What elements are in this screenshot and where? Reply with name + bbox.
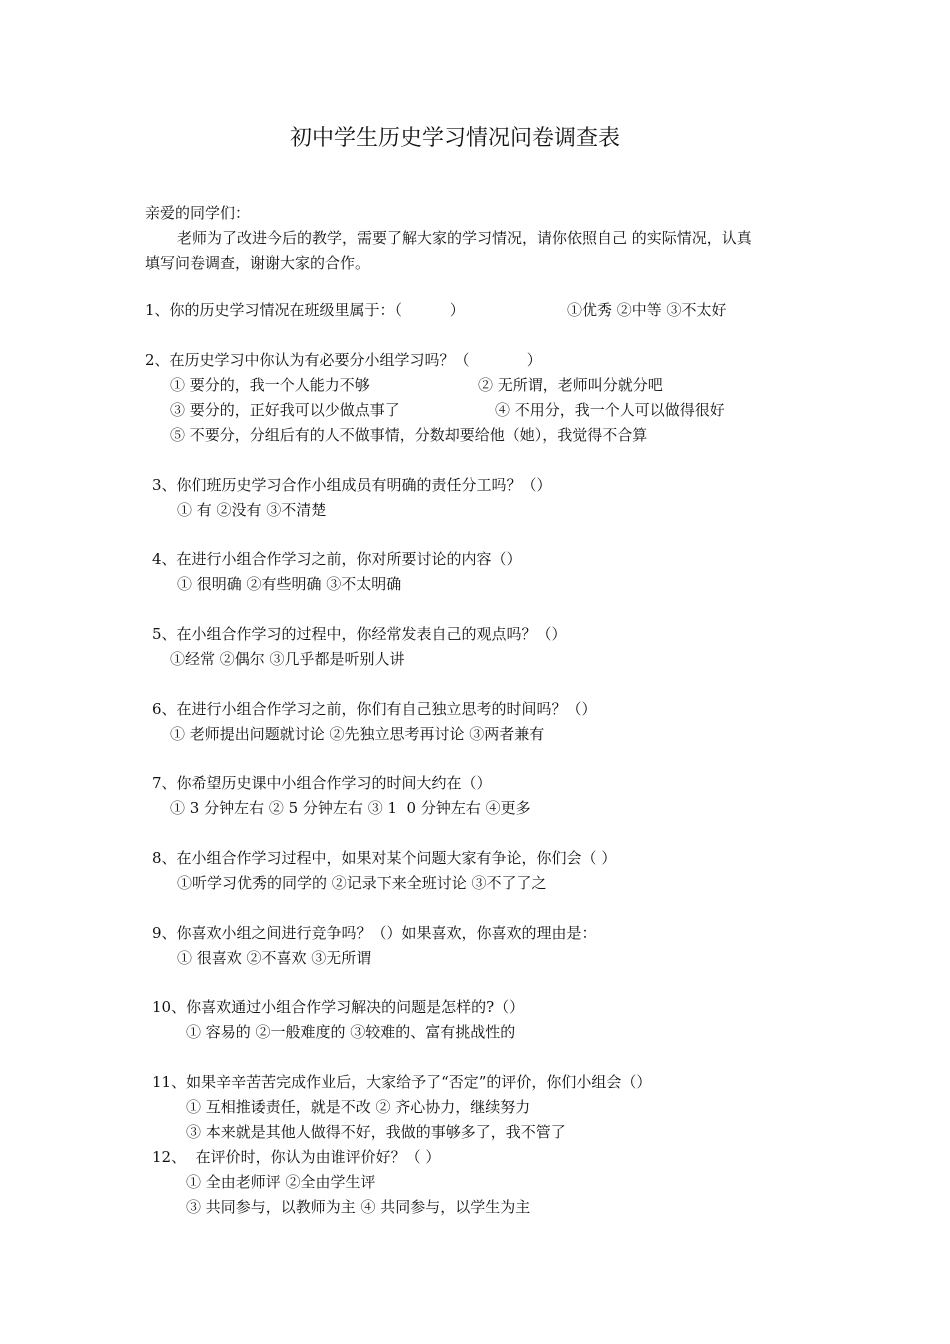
intro-text: 老师为了改进今后的教学，需要了解大家的学习情况，请你依照自己 的实际情况，认真 [177,229,752,247]
question-5: 5、在小组合作学习的过程中，你经常发表自己的观点吗？（） [152,625,567,643]
option: ③ 共同参与，以教师为主 ④ 共同参与，以学生为主 [186,1198,531,1216]
option: ① 要分的，我一个人能力不够 [170,376,370,394]
greeting: 亲爱的同学们： [145,204,251,222]
option: ⑤ 不要分，分组后有的人不做事情，分数却要给他（她），我觉得不合算 [170,426,648,444]
question-5-options: ①经常 ②偶尔 ③几乎都是听别人讲 [170,650,405,668]
question-10: 10、你喜欢通过小组合作学习解决的问题是怎样的?（） [152,998,525,1016]
question-3-options: ① 有 ②没有 ③不清楚 [177,501,327,519]
option: ③ 本来就是其他人做得不好，我做的事够多了，我不管了 [186,1123,566,1141]
question-7-options: ① 3 分钟左右 ② 5 分钟左右 ③ 1 0 分钟左右 ④更多 [170,799,531,817]
question-10-options: ① 容易的 ②一般难度的 ③较难的、富有挑战性的 [186,1023,516,1041]
option: ③ 要分的，正好我可以少做点事了 [170,401,400,419]
question-7: 7、你希望历史课中小组合作学习的时间大约在（） [152,774,492,792]
option: ① 全由老师评 ②全由学生评 [186,1173,376,1191]
question-8: 8、在小组合作学习过程中，如果对某个问题大家有争论，你们会（ ） [152,849,617,867]
option: ① 互相推诿责任，就是不改 ② 齐心协力，继续努力 [186,1098,531,1116]
question-4: 4、在进行小组合作学习之前，你对所要讨论的内容（） [152,550,522,568]
question-9: 9、你喜欢小组之间进行竞争吗？（）如果喜欢，你喜欢的理由是： [152,924,597,942]
question-6: 6、在进行小组合作学习之前，你们有自己独立思考的时间吗？（） [152,700,597,718]
question-9-options: ① 很喜欢 ②不喜欢 ③无所谓 [177,949,372,967]
option: ④ 不用分，我一个人可以做得很好 [495,401,725,419]
question-4-options: ① 很明确 ②有些明确 ③不太明确 [177,575,402,593]
question-3: 3、你们班历史学习合作小组成员有明确的责任分工吗？（） [152,476,552,494]
page-title: 初中学生历史学习情况问卷调查表 [289,126,620,151]
question-12: 12、 在评价时，你认为由谁评价好？（ ） [152,1148,441,1166]
intro-text: 填写问卷调查，谢谢大家的合作。 [145,254,371,272]
option: ② 无所谓，老师叫分就分吧 [478,376,663,394]
question-1: 1、你的历史学习情况在班级里属于：（ ） [145,301,465,319]
question-2: 2、在历史学习中你认为有必要分小组学习吗？（ ） [145,351,542,369]
question-1-options: ①优秀 ②中等 ③不太好 [567,301,727,319]
question-8-options: ①听学习优秀的同学的 ②记录下来全班讨论 ③不了了之 [177,874,547,892]
question-6-options: ① 老师提出问题就讨论 ②先独立思考再讨论 ③两者兼有 [170,725,545,743]
question-11: 11、如果辛辛苦苦完成作业后，大家给予了“否定”的评价，你们小组会（） [152,1073,652,1091]
